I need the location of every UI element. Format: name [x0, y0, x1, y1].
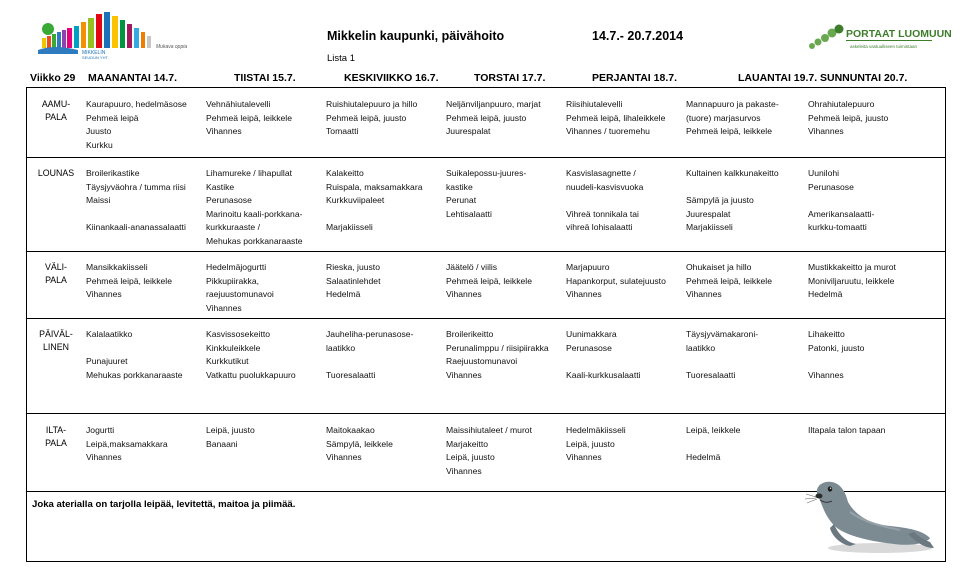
menu-cell-lunch-friday [566, 167, 643, 235]
list-label: Lista 1 [327, 53, 355, 64]
meal-label-line: VÄLI- [44, 262, 67, 272]
meal-divider [26, 157, 946, 158]
menu-cell-evening-snack-wednesday [326, 424, 393, 465]
seal-illustration [790, 472, 938, 554]
menu-item: Marjakeitto [446, 438, 489, 449]
menu-cell-evening-snack-sunday [808, 424, 885, 438]
menu-item: Juurespalat [446, 126, 491, 136]
svg-text:PORTAAT LUOMUUN: PORTAAT LUOMUUN [846, 28, 952, 40]
menu-item: Uunilohi [808, 168, 840, 178]
meal-label-breakfast [28, 98, 84, 124]
menu-item [326, 355, 413, 369]
menu-item: Pehmeä leipä [86, 112, 139, 123]
day-header-friday: PERJANTAI 18.7. [592, 72, 677, 84]
menu-item: Mannapuuro ja pakaste- [686, 99, 779, 109]
menu-item: Ruispala, maksamakkara [326, 181, 423, 192]
menu-item: Suikalepossu-juures- [446, 168, 527, 178]
menu-cell-evening-snack-monday [86, 424, 168, 465]
menu-item: Vihannes [86, 452, 122, 462]
menu-item: Tuoresalaatti [686, 369, 736, 380]
menu-item: Vihannes [446, 289, 482, 299]
menu-item: kurkku-tomaatti [808, 222, 867, 232]
menu-item: Vihannes [326, 452, 362, 462]
meal-divider [26, 251, 946, 252]
menu-item: Pikkupiirakka, [206, 275, 260, 286]
menu-item: Amerikansalaatti- [808, 208, 875, 219]
menu-item: Vihannes [206, 126, 242, 136]
week-header-row [26, 70, 946, 87]
menu-item: Kultainen kalkkunakeitto [686, 168, 779, 178]
menu-item: Lihamureke / lihapullat [206, 168, 292, 178]
day-header-tuesday: TIISTAI 15.7. [234, 72, 296, 84]
menu-item: Kinkkuleikkele [206, 342, 261, 353]
menu-cell-afternoon-meal-sunday [808, 328, 864, 382]
menu-item: Kalakeitto [326, 168, 364, 178]
menu-item: Marjapuuro [566, 262, 610, 272]
week-label: Viikko 29 [30, 72, 76, 84]
day-header-thursday: TORSTAI 17.7. [474, 72, 546, 84]
menu-item: Ohukaiset ja hillo [686, 262, 752, 272]
menu-item: Perunalimppu / riisipiirakka [446, 342, 549, 353]
menu-item: Hapankorput, sulatejuusto [566, 275, 666, 286]
menu-item: Tuoresalaatti [326, 369, 376, 380]
menu-item: Tomaatti [326, 126, 359, 136]
menu-item: Hedelmäkiisseli [566, 425, 626, 435]
menu-item: Vihannes [808, 369, 844, 380]
menu-item: Pehmeä leipä, leikkele [686, 275, 772, 286]
meal-label-line: PALA [45, 275, 67, 285]
menu-item [86, 342, 183, 356]
menu-item [566, 194, 643, 208]
menu-item [808, 194, 874, 208]
menu-cell-snack-wednesday [326, 261, 380, 302]
menu-item: Perunasose [566, 342, 612, 353]
menu-cell-evening-snack-saturday [686, 424, 740, 465]
menu-item: Sämpylä ja juusto [686, 195, 754, 205]
menu-item: Iltapala talon tapaan [808, 425, 886, 435]
menu-item: Jogurtti [86, 425, 115, 435]
menu-item: Vatkattu puolukkapuuro [206, 369, 296, 380]
menu-cell-afternoon-meal-thursday [446, 328, 549, 382]
menu-cell-lunch-saturday [686, 167, 779, 235]
meal-label-evening-snack [28, 424, 84, 450]
meal-label-line: ILTA- [45, 425, 67, 435]
menu-cell-afternoon-meal-wednesday [326, 328, 413, 382]
day-header-sunday: SUNNUNTAI 20.7. [820, 72, 908, 84]
meal-label-line: LINEN [43, 342, 69, 352]
day-header-monday: MAANANTAI 14.7. [88, 72, 178, 84]
menu-dates: 14.7.- 20.7.2014 [592, 29, 684, 43]
menu-item: Vihannes [566, 289, 602, 299]
menu-item: Täysjyväohra / tumma riisi [86, 181, 186, 192]
menu-cell-afternoon-meal-friday [566, 328, 641, 382]
menu-item [566, 355, 641, 369]
menu-item: (tuore) marjasurvos [686, 112, 761, 123]
menu-item: Leipä, leikkele [686, 425, 741, 435]
menu-cell-snack-monday [86, 261, 172, 302]
menu-item: Juusto [86, 126, 112, 136]
menu-item: nuudeli-kasvisvuoka [566, 181, 644, 192]
meal-label-line: PALA [45, 438, 67, 448]
menu-item: kurkkuraaste / [206, 222, 260, 232]
meal-divider [26, 318, 946, 319]
menu-item: laatikko [686, 342, 716, 353]
meal-label-lunch [28, 167, 84, 180]
svg-text:Mukava oppia: Mukava oppia [156, 44, 188, 50]
menu-cell-lunch-monday [86, 167, 186, 235]
menu-item: Kasvissosekeitto [206, 329, 271, 339]
menu-item: Ruishiutalepuuro ja hillo [326, 99, 418, 109]
menu-cell-snack-saturday [686, 261, 772, 302]
menu-item: raejuustomunavoi [206, 289, 274, 299]
menu-cell-snack-sunday [808, 261, 896, 302]
menu-item: Pehmeä leipä, lihaleikkele [566, 112, 666, 123]
menu-cell-snack-friday [566, 261, 666, 302]
menu-item: Marjakiisseli [326, 222, 373, 232]
menu-cell-breakfast-monday [86, 98, 187, 152]
menu-item: Neljänviljanpuuro, marjat [446, 99, 541, 109]
menu-item: Kastike [206, 181, 235, 192]
menu-item: Kaurapuuro, hedelmäsose [86, 99, 187, 109]
menu-cell-breakfast-tuesday [206, 98, 292, 139]
menu-item: Vihannes [808, 126, 844, 136]
menu-item: Patonki, juusto [808, 342, 865, 353]
footer-note: Joka aterialla on tarjolla leipää, levitettä, maitoa ja piimää. [32, 499, 296, 510]
menu-cell-lunch-wednesday [326, 167, 422, 235]
meal-label-snack [28, 261, 84, 287]
meal-label-line: PALA [45, 112, 67, 122]
menu-item: Leipä, juusto [566, 438, 615, 449]
menu-item: Vihannes / tuoremehu [566, 126, 650, 136]
meal-label-line: LOUNAS [37, 168, 75, 178]
menu-item: Rieska, juusto [326, 262, 380, 272]
menu-item: Leipä,maksamakkara [86, 438, 168, 449]
menu-item: Marjakiisseli [686, 222, 733, 232]
menu-item [686, 438, 740, 452]
menu-item: Mehukas porkkanaraaste [86, 369, 183, 380]
menu-item [686, 355, 758, 369]
menu-item [86, 208, 186, 222]
menu-item: Uunimakkara [566, 329, 617, 339]
menu-item: Vihannes [686, 289, 722, 299]
menu-cell-snack-thursday [446, 261, 532, 302]
menu-item: Maissihiutaleet / murot [446, 425, 532, 435]
menu-cell-afternoon-meal-saturday [686, 328, 758, 382]
day-header-wednesday: KESKIVIIKKO 16.7. [344, 72, 439, 84]
menu-cell-lunch-sunday [808, 167, 874, 235]
menu-item: Vihannes [566, 452, 602, 462]
menu-item: Pehmeä leipä, leikkele [686, 126, 772, 136]
svg-text:MIKKELIN: MIKKELIN [82, 50, 106, 56]
meal-label-afternoon-meal [28, 328, 84, 354]
header-divider [26, 87, 946, 88]
menu-item: Mehukas porkkanaraaste [206, 235, 303, 246]
menu-item: Kasvislasagnette / [566, 168, 636, 178]
menu-item: Pehmeä leipä, juusto [808, 112, 889, 123]
menu-item: Pehmeä leipä, juusto [326, 112, 407, 123]
meal-label-line: AAMU- [41, 99, 71, 109]
menu-item: Vihannes [446, 465, 482, 476]
menu-item: Vihannes [206, 302, 242, 313]
menu-item: Marinoitu kaali-porkkana- [206, 208, 303, 219]
menu-cell-breakfast-friday [566, 98, 665, 139]
menu-item: Leipä, juusto [446, 452, 495, 462]
menu-item: Vihannes [86, 289, 122, 299]
menu-item: Raejuustomunavoi [446, 356, 518, 366]
menu-item: Sämpylä, leikkele [326, 438, 393, 449]
menu-item [326, 208, 422, 222]
menu-item: Lihakeitto [808, 329, 845, 339]
menu-item: Perunasose [206, 195, 252, 205]
menu-item: Leipä, juusto [206, 425, 255, 435]
menu-item: Jauheliha-perunasose- [326, 329, 414, 339]
menu-item: Maitokaakao [326, 425, 375, 435]
menu-item: Pehmeä leipä, leikkele [86, 275, 172, 286]
menu-item: Kalalaatikko [86, 329, 133, 339]
svg-text:SEUDUN YHT.: SEUDUN YHT. [82, 55, 109, 60]
menu-item: Kurkku [86, 139, 113, 150]
menu-item: Perunasose [808, 181, 854, 192]
menu-cell-afternoon-meal-tuesday [206, 328, 296, 382]
page-title: Mikkelin kaupunki, päivähoito [327, 29, 505, 43]
menu-item: Juurespalat [686, 208, 731, 219]
menu-item: Kiinankaali-ananassalaatti [86, 222, 186, 232]
menu-cell-breakfast-sunday [808, 98, 888, 139]
menu-item [808, 355, 864, 369]
menu-item: Hedelmäjogurtti [206, 262, 267, 272]
menu-item: Hedelmä [326, 289, 361, 299]
meal-divider [26, 413, 946, 414]
menu-item: Moniviljaruutu, leikkele [808, 275, 895, 286]
menu-item: Jäätelö / viilis [446, 262, 498, 272]
menu-item: Riisihiutalevelli [566, 99, 623, 109]
menu-item: Broilerikeitto [446, 329, 494, 339]
menu-item: Mustikkakeitto ja murot [808, 262, 896, 272]
menu-cell-afternoon-meal-monday [86, 328, 183, 382]
menu-item: Ohrahiutalepuuro [808, 99, 875, 109]
menu-item: Pehmeä leipä, juusto [446, 112, 527, 123]
menu-item: Kurkkuviipaleet [326, 195, 385, 205]
menu-item: Mansikkakiisseli [86, 262, 148, 272]
svg-text:askeleita vastuulliseen toimin: askeleita vastuulliseen toimintaan [850, 44, 918, 49]
menu-item: Täysjyvämakaroni- [686, 329, 759, 339]
menu-item: Lehtisalaatti [446, 208, 492, 219]
menu-cell-evening-snack-friday [566, 424, 626, 465]
menu-item: Hedelmä [686, 452, 721, 462]
menu-item: kastike [446, 181, 473, 192]
menu-item: Broilerikastike [86, 168, 140, 178]
menu-cell-breakfast-wednesday [326, 98, 417, 139]
menu-item: Maissi [86, 195, 111, 205]
menu-cell-breakfast-saturday [686, 98, 779, 139]
menu-cell-breakfast-thursday [446, 98, 541, 139]
menu-cell-lunch-tuesday [206, 167, 303, 248]
menu-item: Banaani [206, 438, 238, 449]
menu-item: Pehmeä leipä, leikkele [446, 275, 532, 286]
menu-item: vihreä lohisalaatti [566, 222, 633, 232]
menu-item: Perunat [446, 195, 477, 205]
menu-item: Kaali-kurkkusalaatti [566, 369, 641, 380]
menu-item: Pehmeä leipä, leikkele [206, 112, 292, 123]
menu-item: Kurkkutikut [206, 356, 249, 366]
menu-cell-lunch-thursday [446, 167, 526, 221]
menu-item: Hedelmä [808, 289, 843, 299]
menu-item: Vihreä tonnikala tai [566, 208, 639, 219]
day-header-saturday: LAUANTAI 19.7. [738, 72, 818, 84]
menu-item [686, 181, 779, 195]
mikkeli-daycare-logo [34, 10, 188, 62]
menu-item: Punajuuret [86, 356, 128, 366]
portaat-luomuun-logo [806, 24, 952, 54]
menu-item: Vehnähiutalevelli [206, 99, 271, 109]
menu-item: Vihannes [446, 369, 482, 380]
menu-item: Salaatinlehdet [326, 275, 381, 286]
meal-label-line: PÄIVÄL- [39, 329, 73, 339]
menu-cell-evening-snack-thursday [446, 424, 532, 478]
menu-cell-evening-snack-tuesday [206, 424, 255, 451]
menu-cell-snack-tuesday [206, 261, 274, 315]
menu-item: laatikko [326, 342, 356, 353]
